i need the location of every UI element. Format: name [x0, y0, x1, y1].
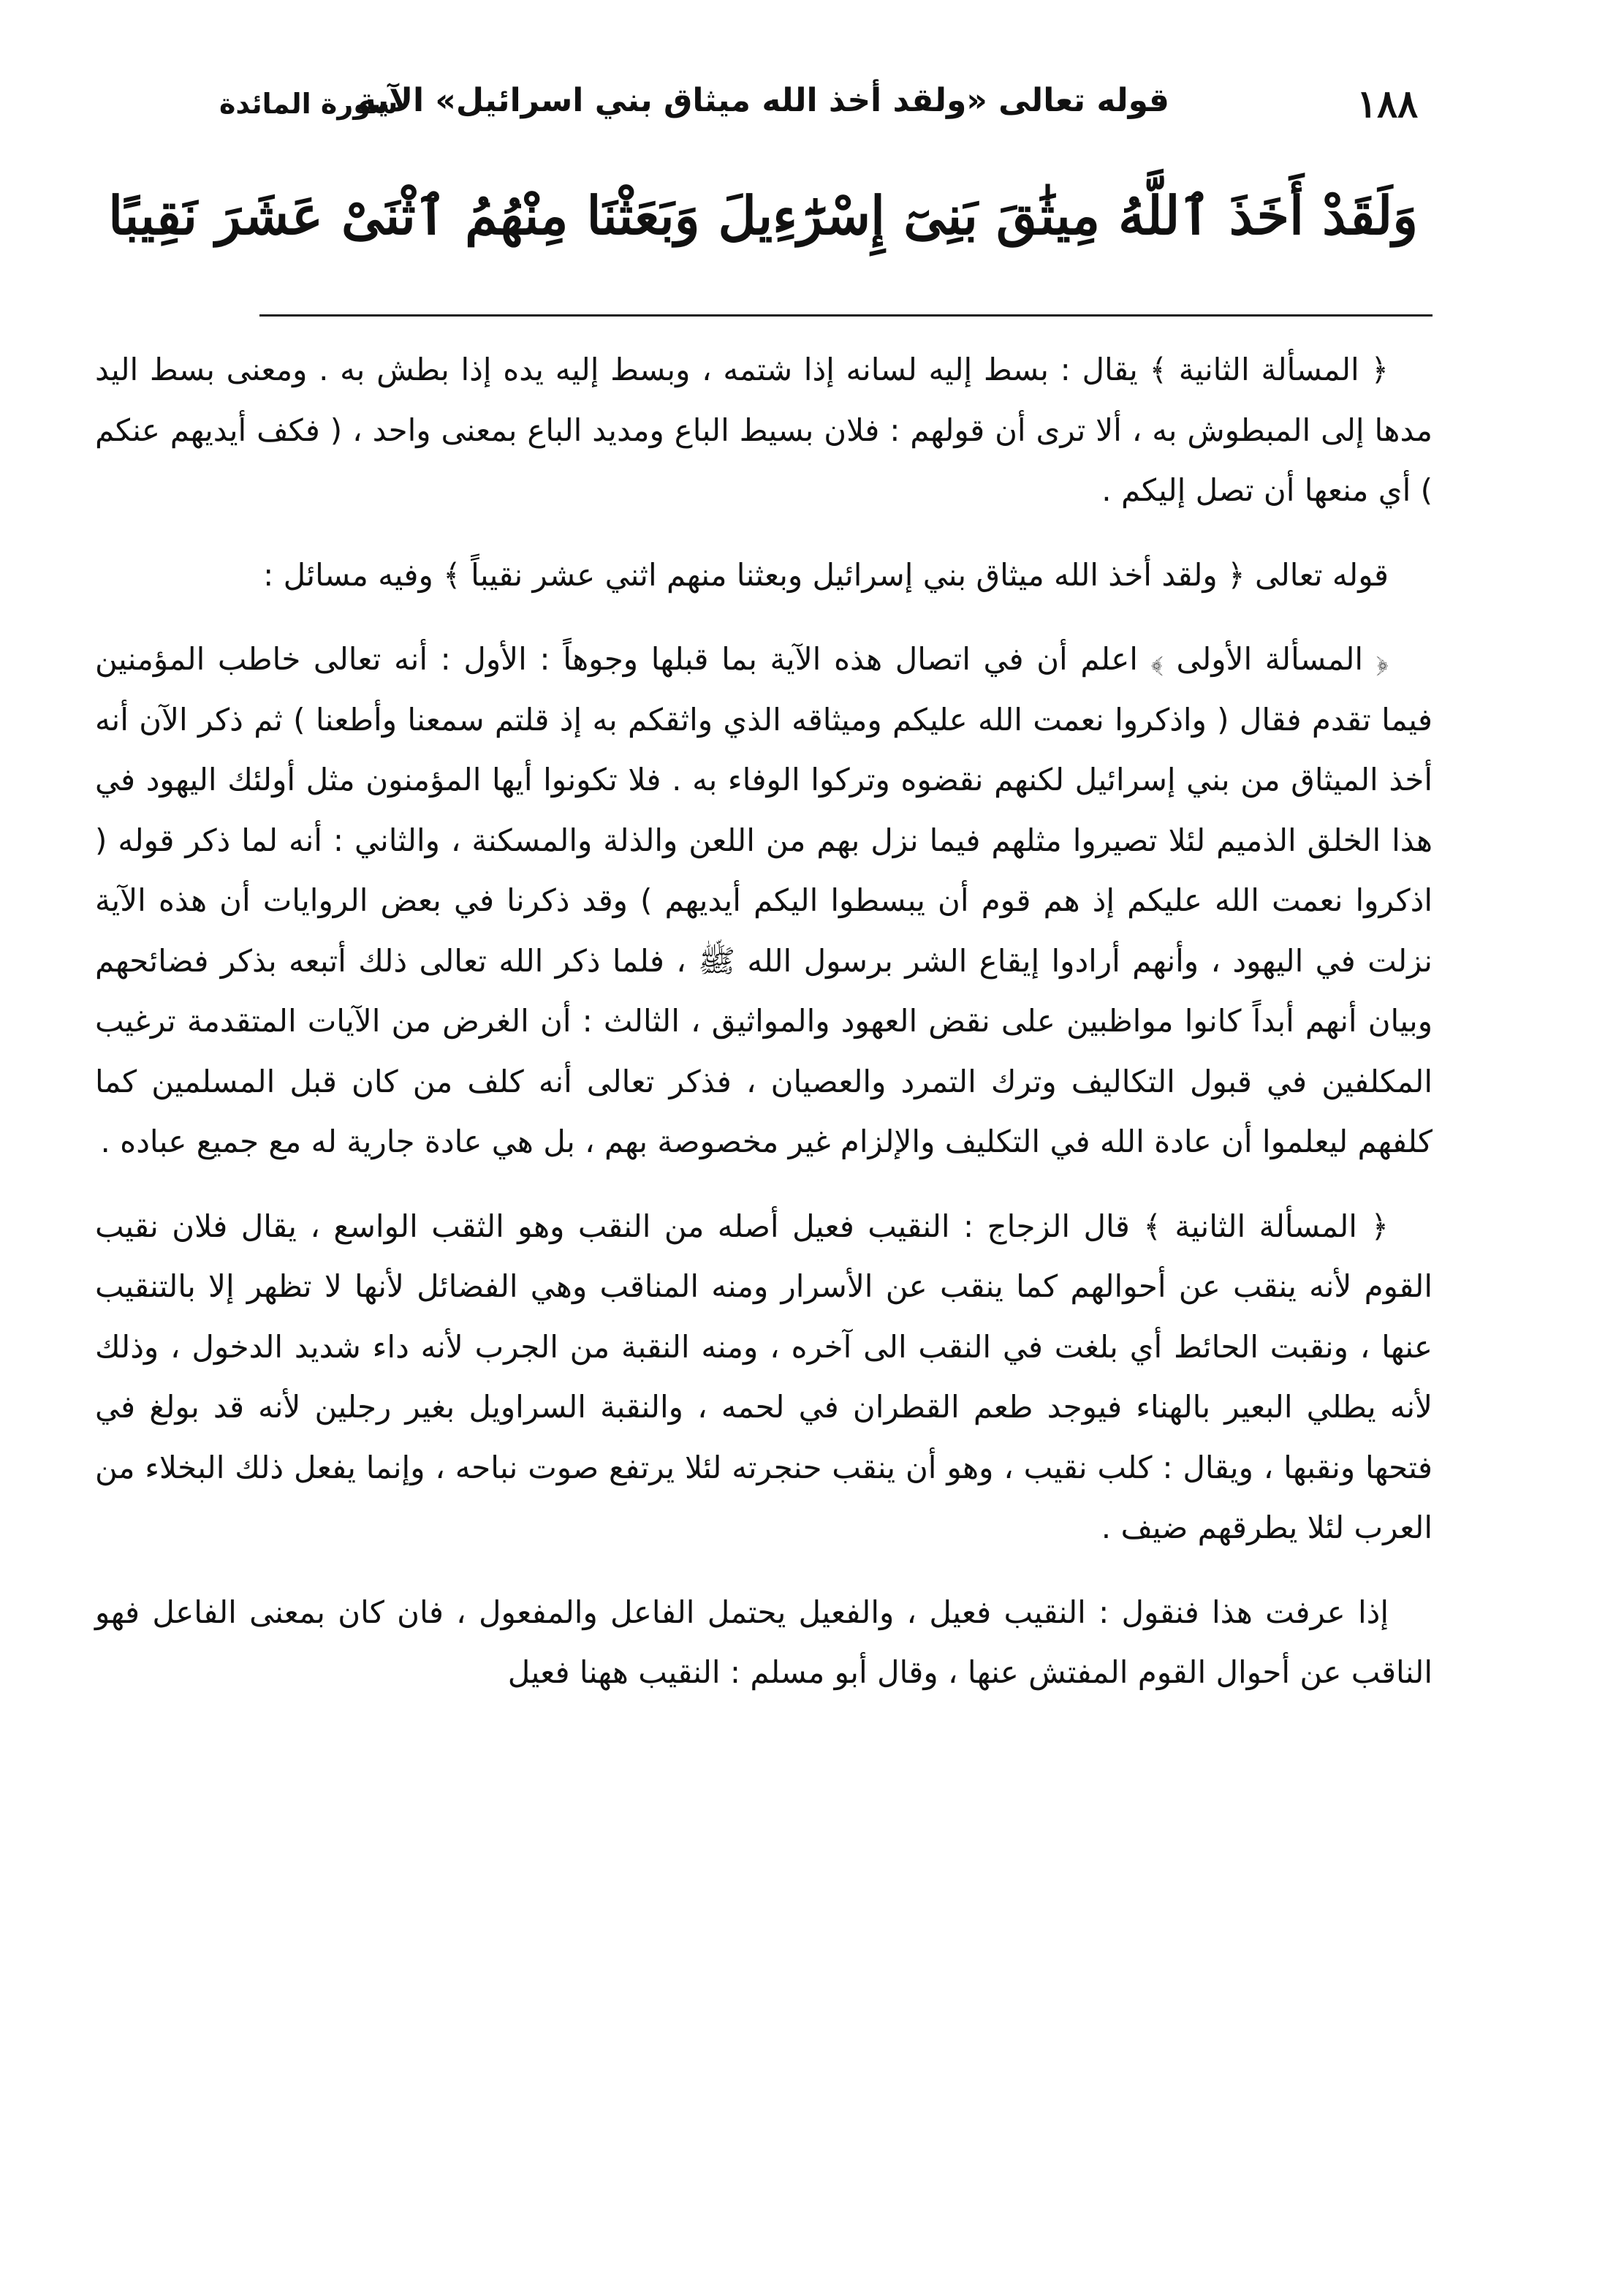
page-number: ١٨٨	[1357, 82, 1418, 126]
paragraph-3: ﴿ المسألة الأولى ﴾ اعلم أن في اتصال هذه الآية بما قبلها وجوهاً : الأول : أنه تعالى خاطب المؤمنين فيما تقدم فقال ( واذكروا نعمت الله عليكم وميثاقه الذي واثقكم به إذ قلتم سمعنا وأطعنا ) ثم ذكر الآن أنه أخذ الميثاق من بني إسرائيل لكنهم نقضوه وتركوا الوفاء به . فلا تكونوا أيها المؤمنون مثل أولئك اليهود في هذا الخلق الذميم لئلا تصيروا مثلهم فيما نزل بهم من اللعن والذلة والمسكنة ، والثاني : أنه لما ذكر قوله ( اذكروا نعمت الله عليكم إذ هم قوم أن يبسطوا اليكم أيديهم ) وقد ذكرنا في بعض الروايات أن هذه الآية نزلت في اليهود ، وأنهم أرادوا إيقاع الشر برسول الله ﷺ ، فلما ذكر الله تعالى ذلك أتبعه بذكر فضائحهم وبيان أنهم أبداً كانوا مواظبين على نقض العهود والمواثيق ، الثالث : أن الغرض من الآيات المتقدمة ترغيب المكلفين في قبول التكاليف وترك التمرد والعصيان ، فذكر تعالى أنه كلف من كان قبل المسلمين كما كلفهم ليعلموا أن عادة الله في التكليف والإلزام غير مخصوصة بهم ، بل هي عادة جارية له مع جميع عباده .	[95, 641, 1433, 1159]
header-divider	[259, 314, 1433, 317]
paragraph-4: ﴿ المسألة الثانية ﴾ قال الزجاج : النقيب فعيل أصله من النقب وهو الثقب الواسع ، يقال فلان نقيب القوم لأنه ينقب عن أحوالهم كما ينقب عن الأسرار ومنه المناقب وهي الفضائل لأنها لا تظهر إلا بالتنقيب عنها ، ونقبت الحائط أي بلغت في النقب الى آخره ، ومنه النقبة من الجرب لأنه داء شديد الدخول ، وذلك لأنه يطلي البعير بالهناء فيوجد طعم القطران في لحمه ، والنقبة السراويل بغير رجلين لأنه قد بولغ في فتحها ونقبها ، ويقال : كلب نقيب ، وهو أن ينقب حنجرته لئلا يرتفع صوت نباحه ، وإنما يفعل ذلك البخلاء من العرب لئلا يطرقهم ضيف .	[95, 1208, 1433, 1545]
quran-verse: وَلَقَدْ أَخَذَ ٱللَّهُ مِيثَٰقَ بَنِىٓ إِسْرَٰٓءِيلَ وَبَعَثْنَا مِنْهُمُ ٱثْنَىْ عَشَرَ نَقِيبًا	[108, 184, 1418, 246]
paragraph-1: ﴿ المسألة الثانية ﴾ يقال : بسط إليه لسانه إذا شتمه ، وبسط إليه يده إذا بطش به . ومعنى بسط اليد مدها إلى المبطوش به ، ألا ترى أن قولهم : فلان بسيط الباع ومديد الباع بمعنى واحد ، ( فكف أيديهم عنكم ) أي منعها أن تصل إليكم .	[95, 352, 1433, 508]
running-title: قوله تعالى «ولقد أخذ الله ميثاق بني اسرائيل» الآية	[357, 82, 1169, 119]
paragraph-5: إذا عرفت هذا فنقول : النقيب فعيل ، والفعيل يحتمل الفاعل والمفعول ، فان كان بمعنى الفاعل فهو الناقب عن أحوال القوم المفتش عنها ، وقال أبو مسلم : النقيب ههنا فعيل	[95, 1594, 1433, 1690]
commentary-body	[95, 340, 1433, 1727]
paragraph-2: قوله تعالى ﴿ ولقد أخذ الله ميثاق بني إسرائيل وبعثنا منهم اثني عشر نقيباً ﴾ وفيه مسائل :	[263, 556, 1389, 593]
surah-name: سورة المائدة	[219, 88, 398, 120]
page-header	[219, 82, 1418, 140]
